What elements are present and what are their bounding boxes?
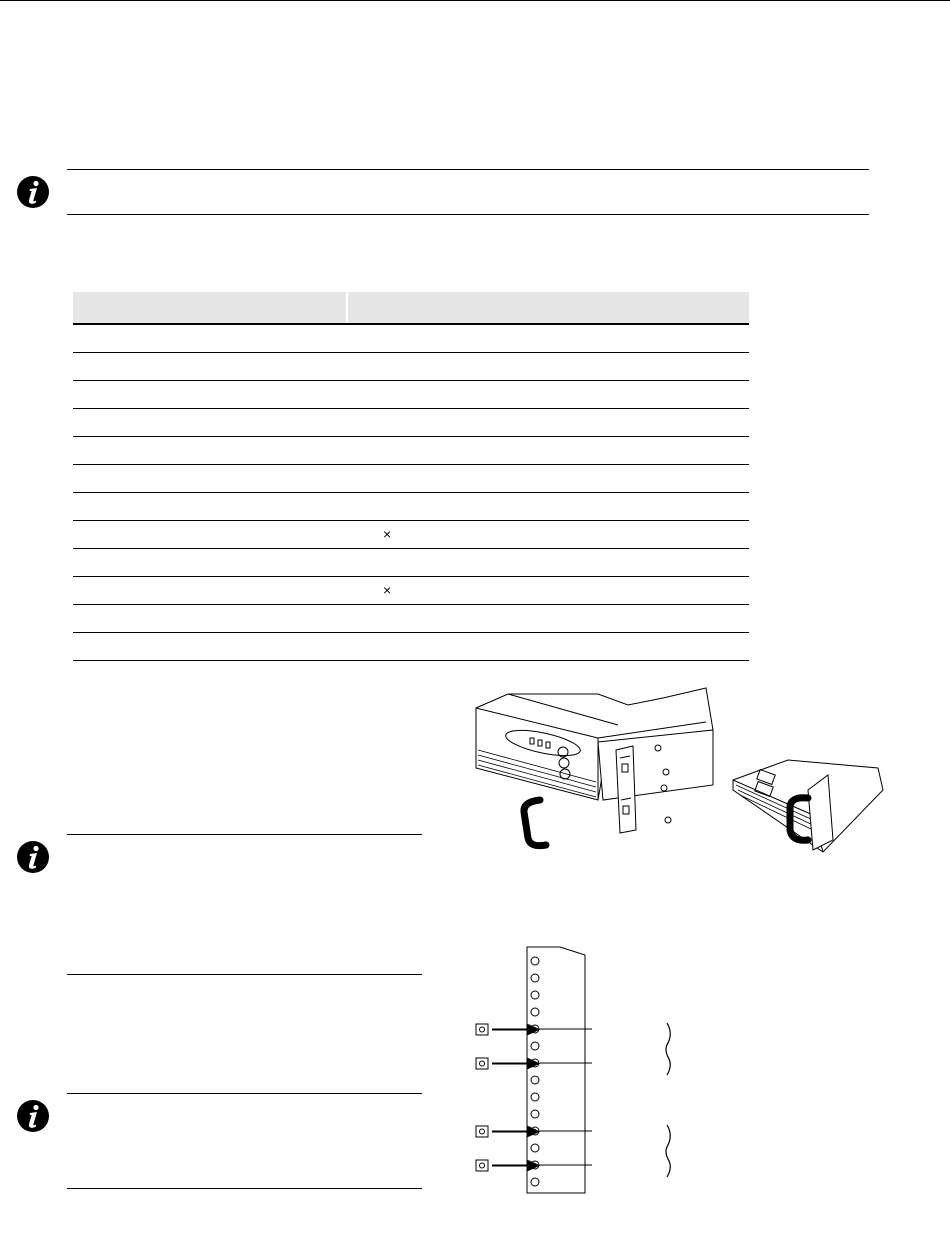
table-row: [73, 465, 749, 493]
table-row: [73, 353, 749, 381]
note-top-rule: [67, 169, 869, 170]
header-divider: [346, 292, 348, 323]
table-row: [73, 605, 749, 633]
table-row: [73, 381, 749, 409]
info-note-icon: [16, 175, 50, 209]
note-bottom-rule: [67, 1188, 422, 1189]
table-row: [73, 633, 749, 661]
table-row: [73, 521, 749, 549]
table-header: [73, 292, 749, 325]
table-row: [73, 409, 749, 437]
note-bottom-rule: [67, 214, 869, 215]
table-row: [73, 577, 749, 605]
info-note-icon: [16, 840, 50, 874]
table-cell: ×: [383, 582, 392, 598]
rack-mount-ups-bracket-illustration: [468, 680, 898, 855]
table-row: [73, 493, 749, 521]
note-bottom-rule: [67, 974, 422, 975]
table-cell: ×: [383, 526, 392, 542]
table-row: [73, 437, 749, 465]
table-row: [73, 549, 749, 577]
table-row: [73, 325, 749, 353]
note-top-rule: [67, 1093, 422, 1094]
info-note-icon: [16, 1099, 50, 1133]
top-edge-rule: [0, 0, 950, 1]
note-top-rule: [67, 834, 422, 835]
specification-table: [73, 292, 749, 661]
rail-hole-alignment-diagram: [470, 945, 700, 1195]
